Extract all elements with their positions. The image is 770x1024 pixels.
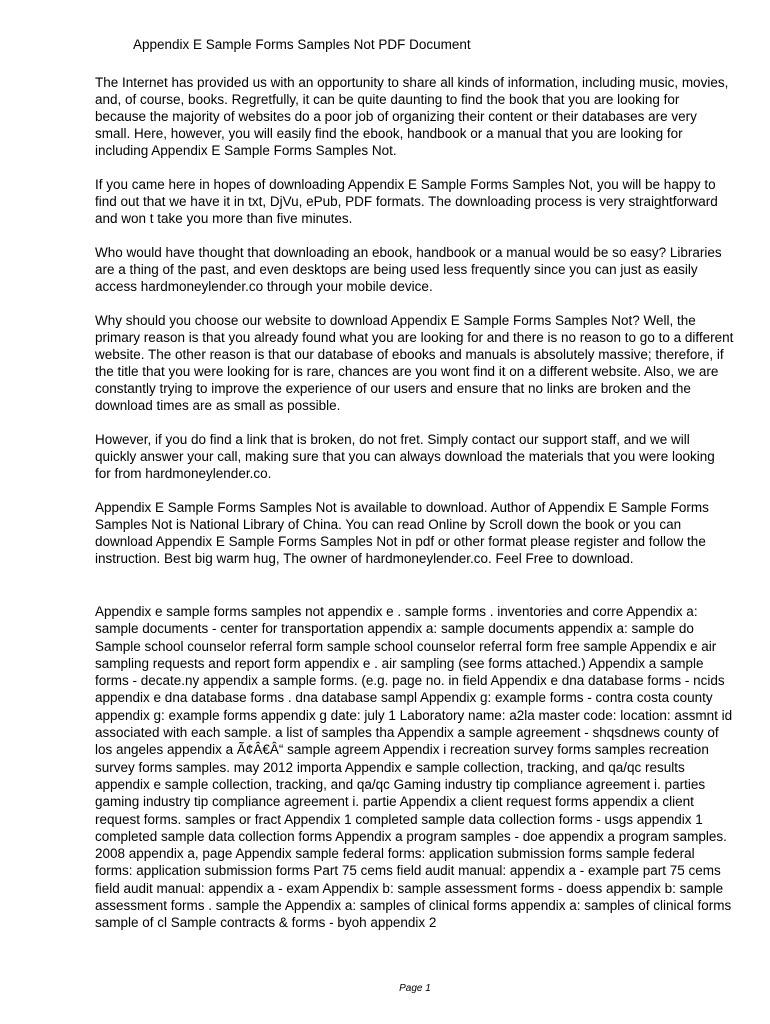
- document-title: Appendix E Sample Forms Samples Not PDF Document: [133, 37, 471, 52]
- paragraph-availability: Appendix E Sample Forms Samples Not is available to download. Author of Appendix E Sample Forms Samples Not is National Library of China. You can read Online by Scroll down the book or you can download Appendix E Sample Forms Samples Not in pdf or other format please register and follow the instruction. Best big warm hug, The owner of hardmoneylender.co. Feel Free to download.: [95, 500, 709, 566]
- paragraph-why: Why should you choose our website to download Appendix E Sample Forms Samples Not? Well, the primary reason is that you already found what you are looking for and there is no reason to go to a different website. The other reason is that our database of ebooks and manuals is absolutely massive; therefore, if the title that you were looking for is rare, chances are you wont find it on a different website. Also, we are constantly trying to improve the experience of our users and ensure that no links are broken and the download times are as small as possible.: [95, 313, 734, 413]
- paragraph-formats: If you came here in hopes of downloading Appendix E Sample Forms Samples Not, you will be happy to find out that we have it in txt, DjVu, ePub, PDF formats. The downloading process is very straightforward and won t take you more than five minutes.: [95, 177, 718, 226]
- page-number: Page 1: [399, 983, 431, 994]
- related-documents-summary: Appendix e sample forms samples not appendix e . sample forms . inventories and corre Appendix a: sample documents - center for transportation appendix a: sample documents appendix a: sample do Sample school counselor referral form sample school counselor referral form free sample Appendix e air sampling requests and report form appendix e . air sampling (see forms attached.) Appendix a sample forms - decate.ny appendix a sample forms. (e.g. page no. in field Appendix e dna database forms - ncids appendix e dna database forms . dna database sampl Appendix g: example forms - contra costa county appendix g: example forms appendix g date: july 1 Laboratory name: a2la master code: location: assmnt id associated with each sample. a list of samples tha Appendix a sample agreement - shqsdnews county of los angeles appendix a Ã¢Â€Â“ sample agreem Appendix i recreation survey forms samples recreation survey forms samples. may 2012 importa Appendix e sample collection, tracking, and qa/qc results appendix e sample collection, tracking, and qa/qc Gaming industry tip compliance agreement i. parties gaming industry tip compliance agreement i. partie Appendix a client request forms appendix a client request forms. samples or fract Appendix 1 completed sample data collection forms - usgs appendix 1 completed sample data collection forms Appendix a program samples - doe appendix a program samples. 2008 appendix a, page Appendix sample federal forms: application submission forms sample federal forms: application submission forms Part 75 cems field audit manual: appendix a - example part 75 cems field audit manual: appendix a - exam Appendix b: sample assessment forms - doess appendix b: sample assessment forms . sample the Appendix a: samples of clinical forms appendix a: samples of clinical forms sample of cl Sample contracts & forms - byoh appendix 2: [95, 604, 733, 931]
- paragraph-broken-links: However, if you do find a link that is broken, do not fret. Simply contact our support staff, and we will quickly answer your call, making sure that you can always download the materials that you were looking for from hardmoneylender.co.: [95, 432, 715, 481]
- paragraph-ease: Who would have thought that downloading an ebook, handbook or a manual would be so easy? Libraries are a thing of the past, and even desktops are being used less frequently since you can just as easily access hardmoneylender.co through your mobile device.: [95, 245, 722, 294]
- page-footer: [0, 983, 770, 995]
- paragraph-intro: The Internet has provided us with an opportunity to share all kinds of information, including music, movies, and, of course, books. Regretfully, it can be quite daunting to find the book that you are looking for because the majority of websites do a poor job of organizing their content or their databases are very small. Here, however, you will easily find the ebook, handbook or a manual that you are looking for including Appendix E Sample Forms Samples Not.: [95, 75, 729, 158]
